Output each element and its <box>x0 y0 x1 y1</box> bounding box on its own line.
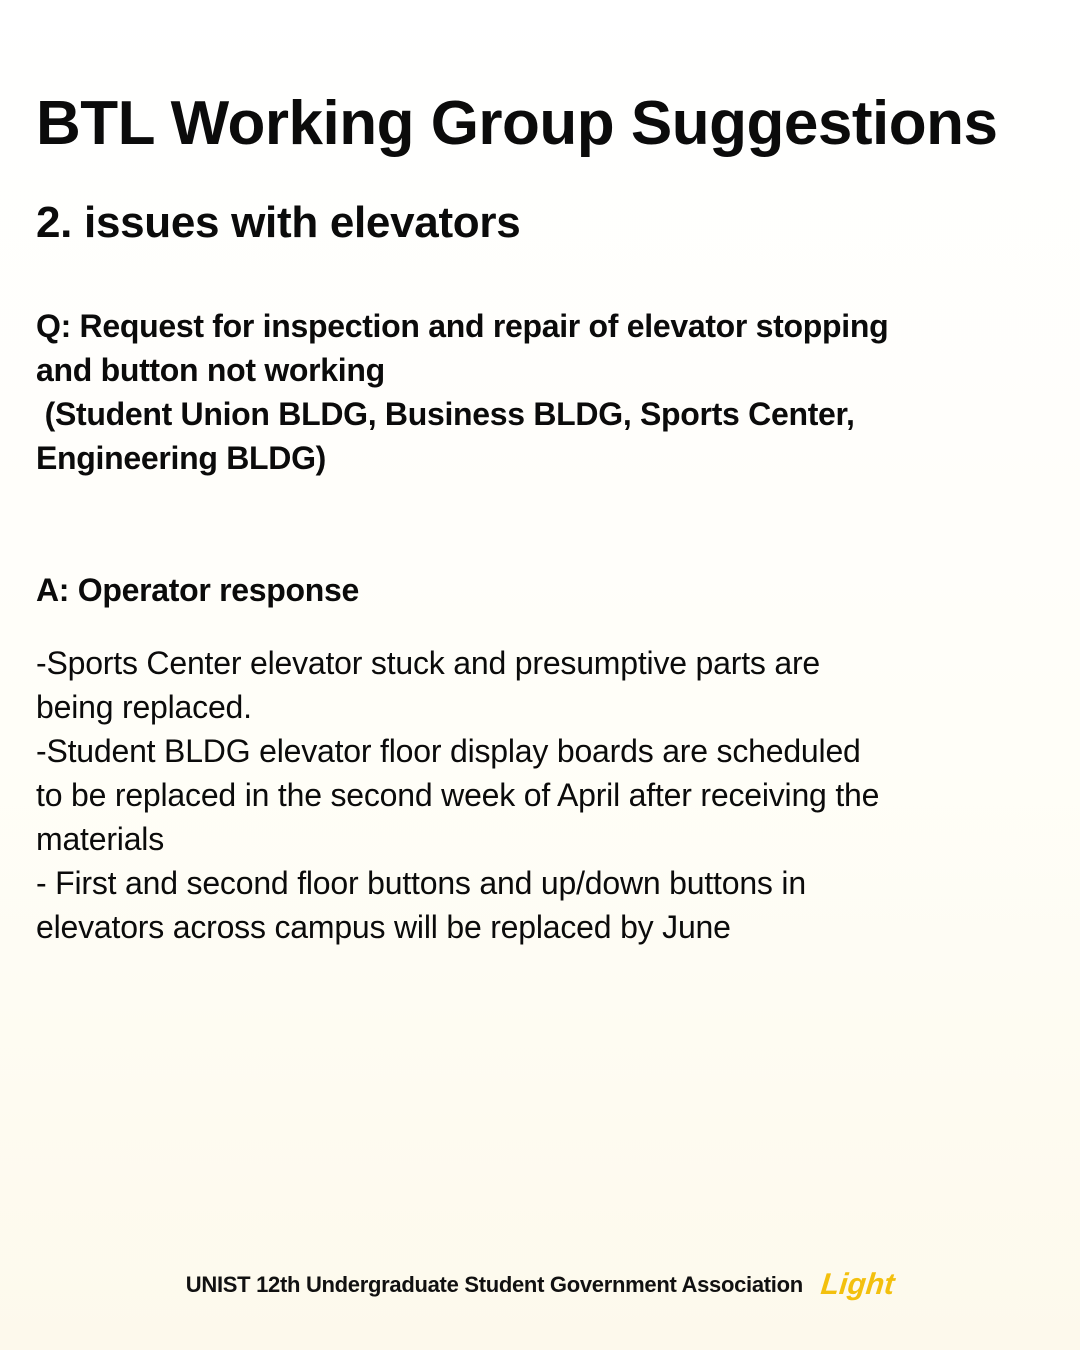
footer <box>36 1270 1044 1300</box>
page-title: BTL Working Group Suggestions <box>36 89 998 158</box>
document-page <box>36 0 1060 1350</box>
question-line: Engineering BLDG) <box>36 440 327 476</box>
answer-line: materials <box>36 821 165 857</box>
answer-heading: A: Operator response <box>36 572 359 608</box>
question-block <box>36 304 1036 480</box>
answer-line: elevators across campus will be replaced by June <box>36 909 731 945</box>
light-logo: Light <box>819 1268 896 1301</box>
answer-line: -Sports Center elevator stuck and presumptive parts are <box>36 645 821 681</box>
organization-name: UNIST 12th Undergraduate Student Government Association <box>185 1272 803 1297</box>
section-subtitle: 2. issues with elevators <box>36 198 521 247</box>
question-line: Q: Request for inspection and repair of elevator stopping <box>36 308 889 344</box>
answer-line: being replaced. <box>36 689 252 725</box>
answer-line: -Student BLDG elevator floor display boards are scheduled <box>36 733 861 769</box>
question-line: (Student Union BLDG, Business BLDG, Sports Center, <box>36 396 855 432</box>
answer-block <box>36 641 1046 949</box>
answer-line: - First and second floor buttons and up/down buttons in <box>36 865 806 901</box>
question-line: and button not working <box>36 352 385 388</box>
answer-line: to be replaced in the second week of April after receiving the <box>36 777 880 813</box>
